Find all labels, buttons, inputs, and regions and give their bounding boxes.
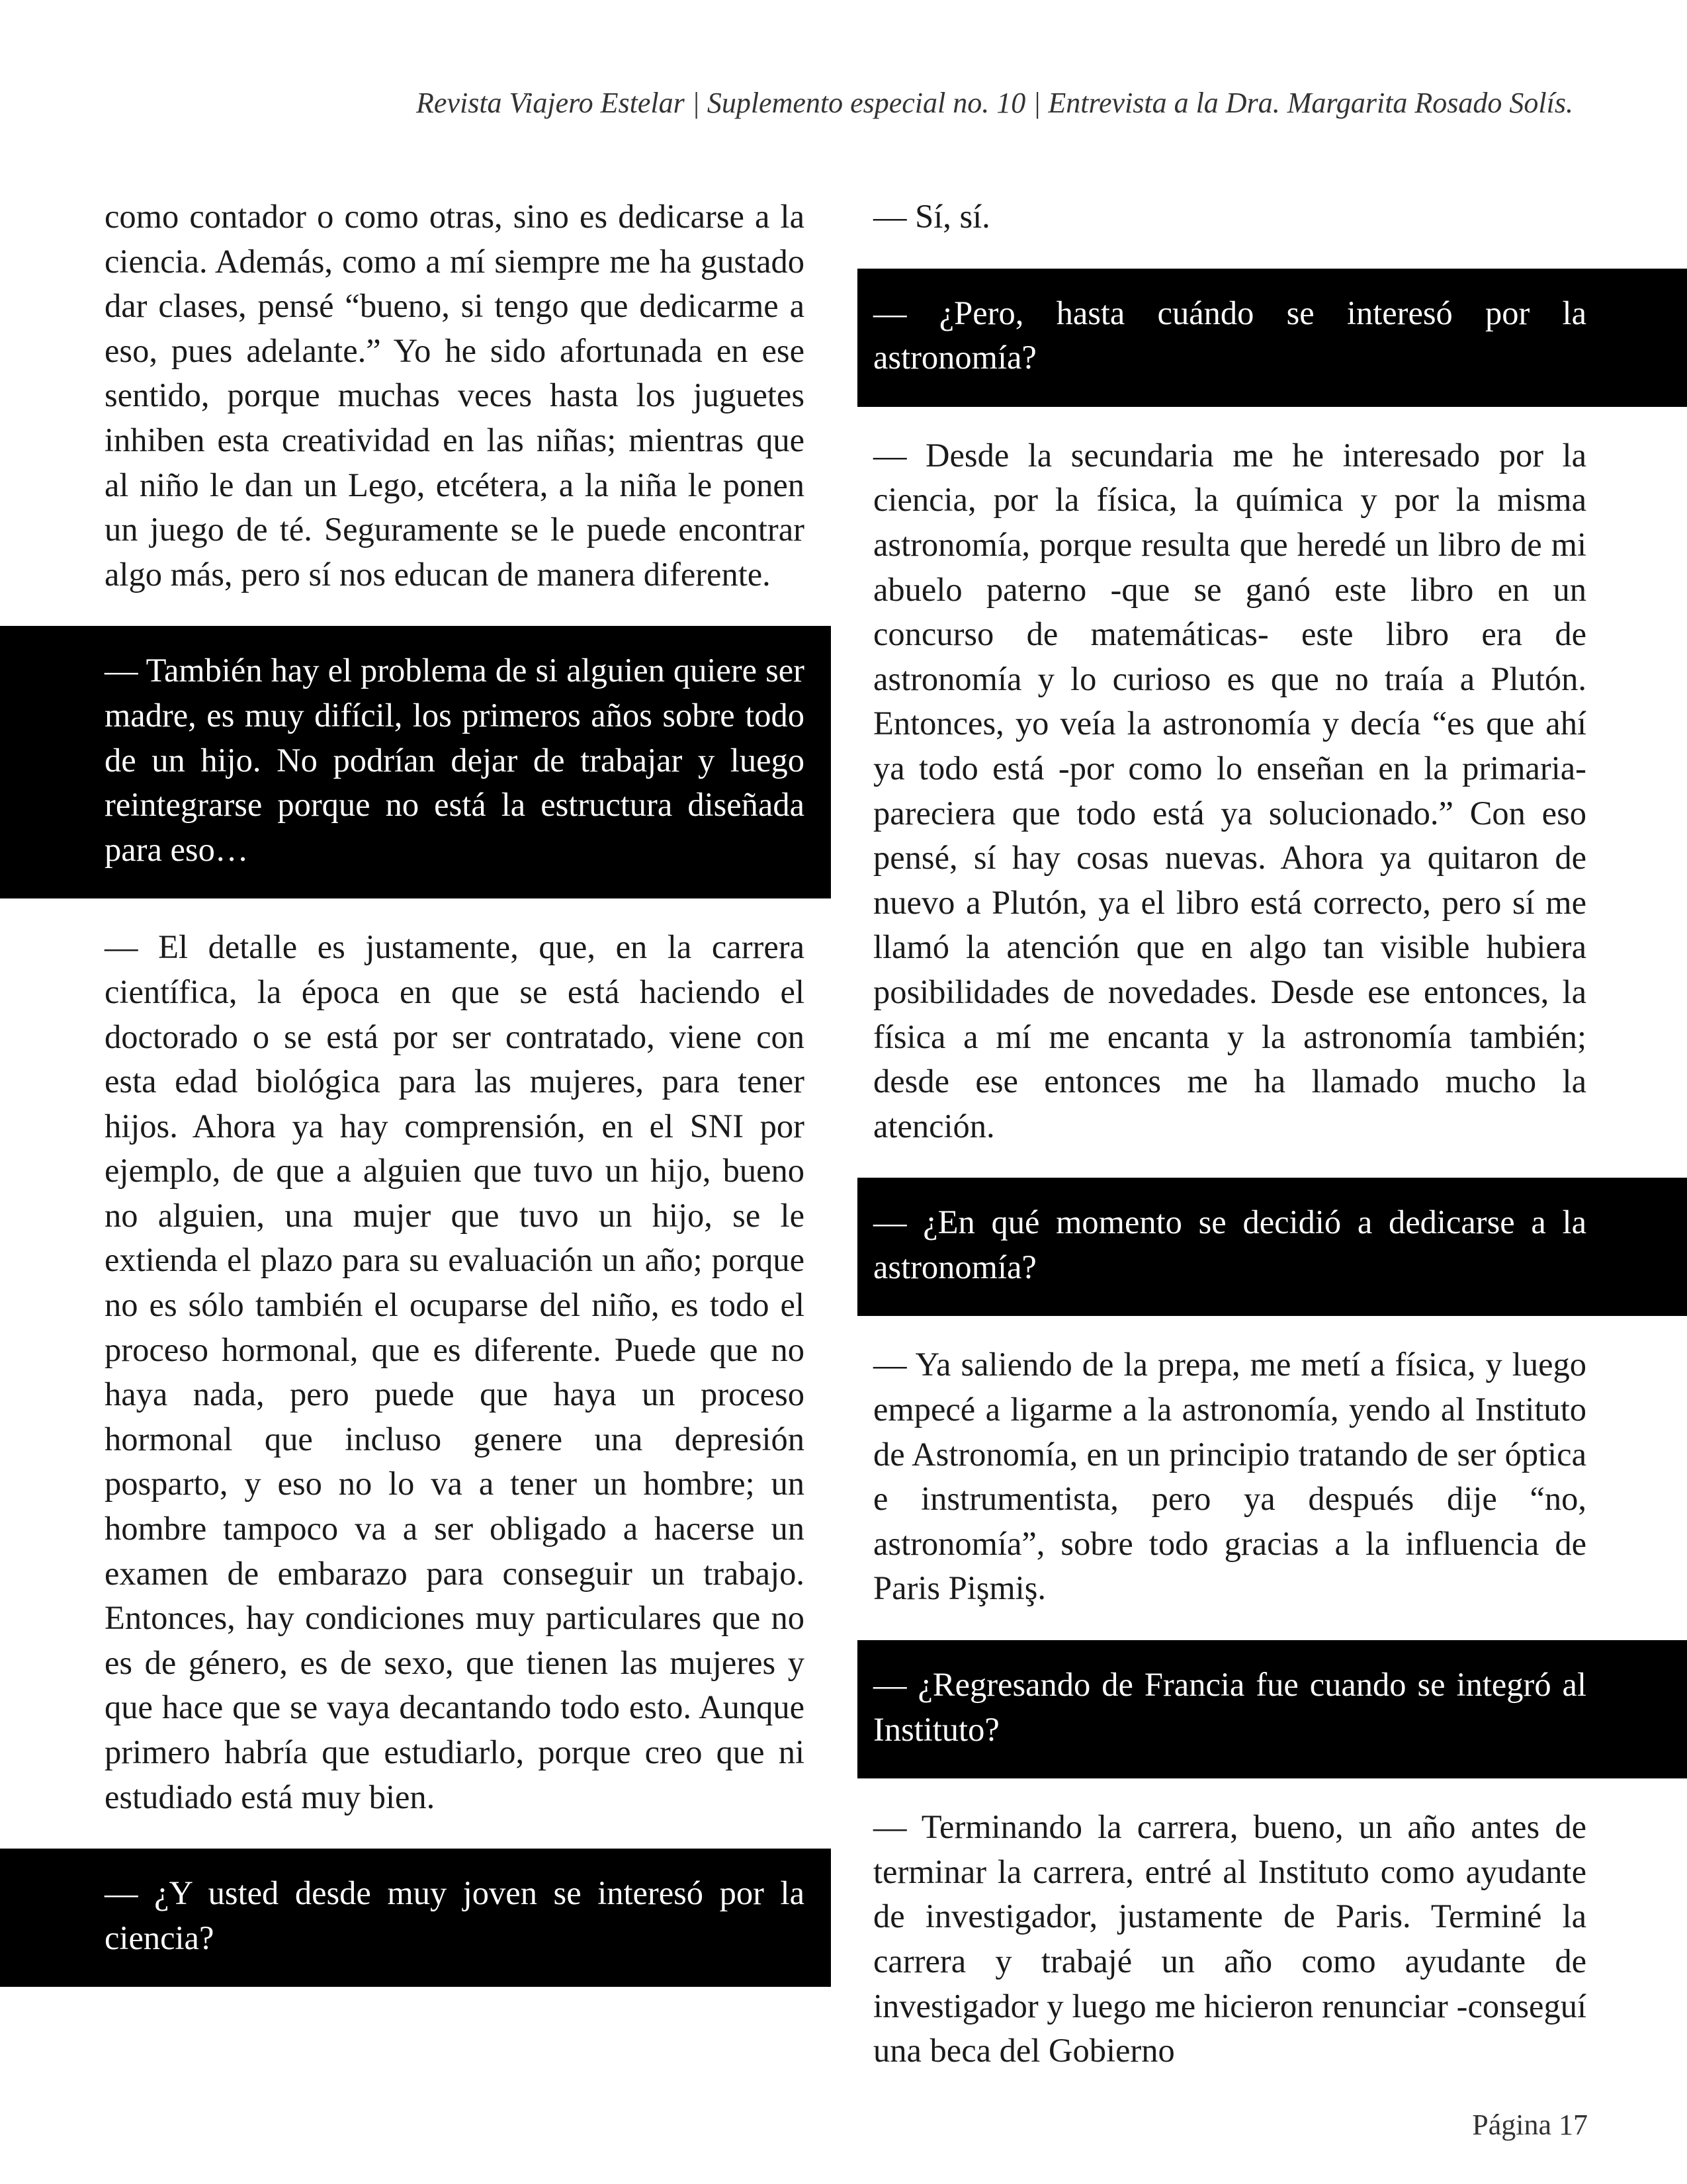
question-text: — ¿Pero, hasta cuándo se interesó por la astronomía?: [873, 294, 1586, 376]
running-header: Revista Viajero Estelar | Suplemento especial no. 10 | Entrevista a la Dra. Margarita Rosado Solís.: [416, 87, 1573, 119]
question-text: — ¿Regresando de Francia fue cuando se integró al Instituto?: [873, 1666, 1586, 1748]
page-number: Página 17: [1472, 2109, 1588, 2141]
left-column: [0, 195, 831, 1987]
question-block: [0, 626, 831, 898]
answer-paragraph: — Sí, sí.: [873, 198, 990, 235]
question-block: [857, 1178, 1687, 1316]
answer-paragraph: — Desde la secundaria me he interesado por la ciencia, por la física, la química y por la misma astronomía, porque resulta que heredé un libro de mi abuelo paterno -que se ganó este libro en un concurso de matemáticas- este libro era de astronomía y lo curioso es que no traía a Plutón. Entonces, yo veía la astronomía y decía “es que ahí ya todo está -por como lo enseñan en la primaria- pareciera que todo está ya solucionado.” Con eso pensé, sí hay cosas nuevas. Ahora ya quitaron de nuevo a Plutón, ya el libro está correcto, pero sí me llamó la atención que en algo tan visible hubiera posibilidades de novedades. Desde ese entonces, la física a mí me encanta y la astronomía también; desde ese entonces me ha llamado mucho la atención.: [873, 436, 1586, 1145]
question-text: — También hay el problema de si alguien quiere ser madre, es muy difícil, los primeros años sobre todo de un hijo. No podrían dejar de trabajar y luego reintegrarse porque no está la estructura diseñada para eso…: [105, 652, 804, 868]
answer-paragraph: — Ya saliendo de la prepa, me metí a física, y luego empecé a ligarme a la astronomía, yendo al Instituto de Astronomía, en un principio tratando de ser óptica e instrumentista, pero ya después dije “no, astronomía”, sobre todo gracias a la influencia de Paris Pişmiş.: [873, 1346, 1586, 1607]
question-block: [0, 1849, 831, 1987]
right-column: [857, 195, 1586, 2074]
answer-paragraph: como contador o como otras, sino es dedicarse a la ciencia. Además, como a mí siempre me ha gustado dar clases, pensé “bueno, si tengo que dedicarme a eso, pues adelante.” Yo he sido afortunada en ese sentido, porque muchas veces hasta los juguetes inhiben esta creatividad en las niñas; mientras que al niño le dan un Lego, etcétera, a la niña le ponen un juego de té. Seguramente se le puede encontrar algo más, pero sí nos educan de manera diferente.: [105, 198, 804, 593]
question-block: [857, 1640, 1687, 1778]
question-block: [857, 269, 1687, 407]
question-text: — ¿Y usted desde muy joven se interesó por la ciencia?: [105, 1874, 804, 1956]
answer-paragraph: — Terminando la carrera, bueno, un año antes de terminar la carrera, entré al Instituto como ayudante de investigador, justamente de Paris. Terminé la carrera y trabajé un año como ayudante de investigador y luego me hicieron renunciar -conseguí una beca del Gobierno: [873, 1808, 1586, 2070]
answer-paragraph: — El detalle es justamente, que, en la carrera científica, la época en que se está haciendo el doctorado o se está por ser contratado, viene con esta edad biológica para las mujeres, para tener hijos. Ahora ya hay comprensión, en el SNI por ejemplo, de que a alguien que tuvo un hijo, bueno no alguien, una mujer que tuvo un hijo, se le extienda el plazo para su evaluación un año; porque no es sólo también el ocuparse del niño, es todo el proceso hormonal, que es diferente. Puede que no haya nada, pero puede que haya un proceso hormonal que incluso genere una depresión posparto, y eso no lo va a tener un hombre; un hombre tampoco va a ser obligado a hacerse un examen de embarazo para conseguir un trabajo. Entonces, hay condiciones muy particulares que no es de género, es de sexo, que tienen las mujeres y que hace que se vaya decantando todo esto. Aunque primero habría que estudiarlo, porque creo que ni estudiado está muy bien.: [105, 928, 804, 1815]
question-text: — ¿En qué momento se decidió a dedicarse a la astronomía?: [873, 1203, 1586, 1286]
